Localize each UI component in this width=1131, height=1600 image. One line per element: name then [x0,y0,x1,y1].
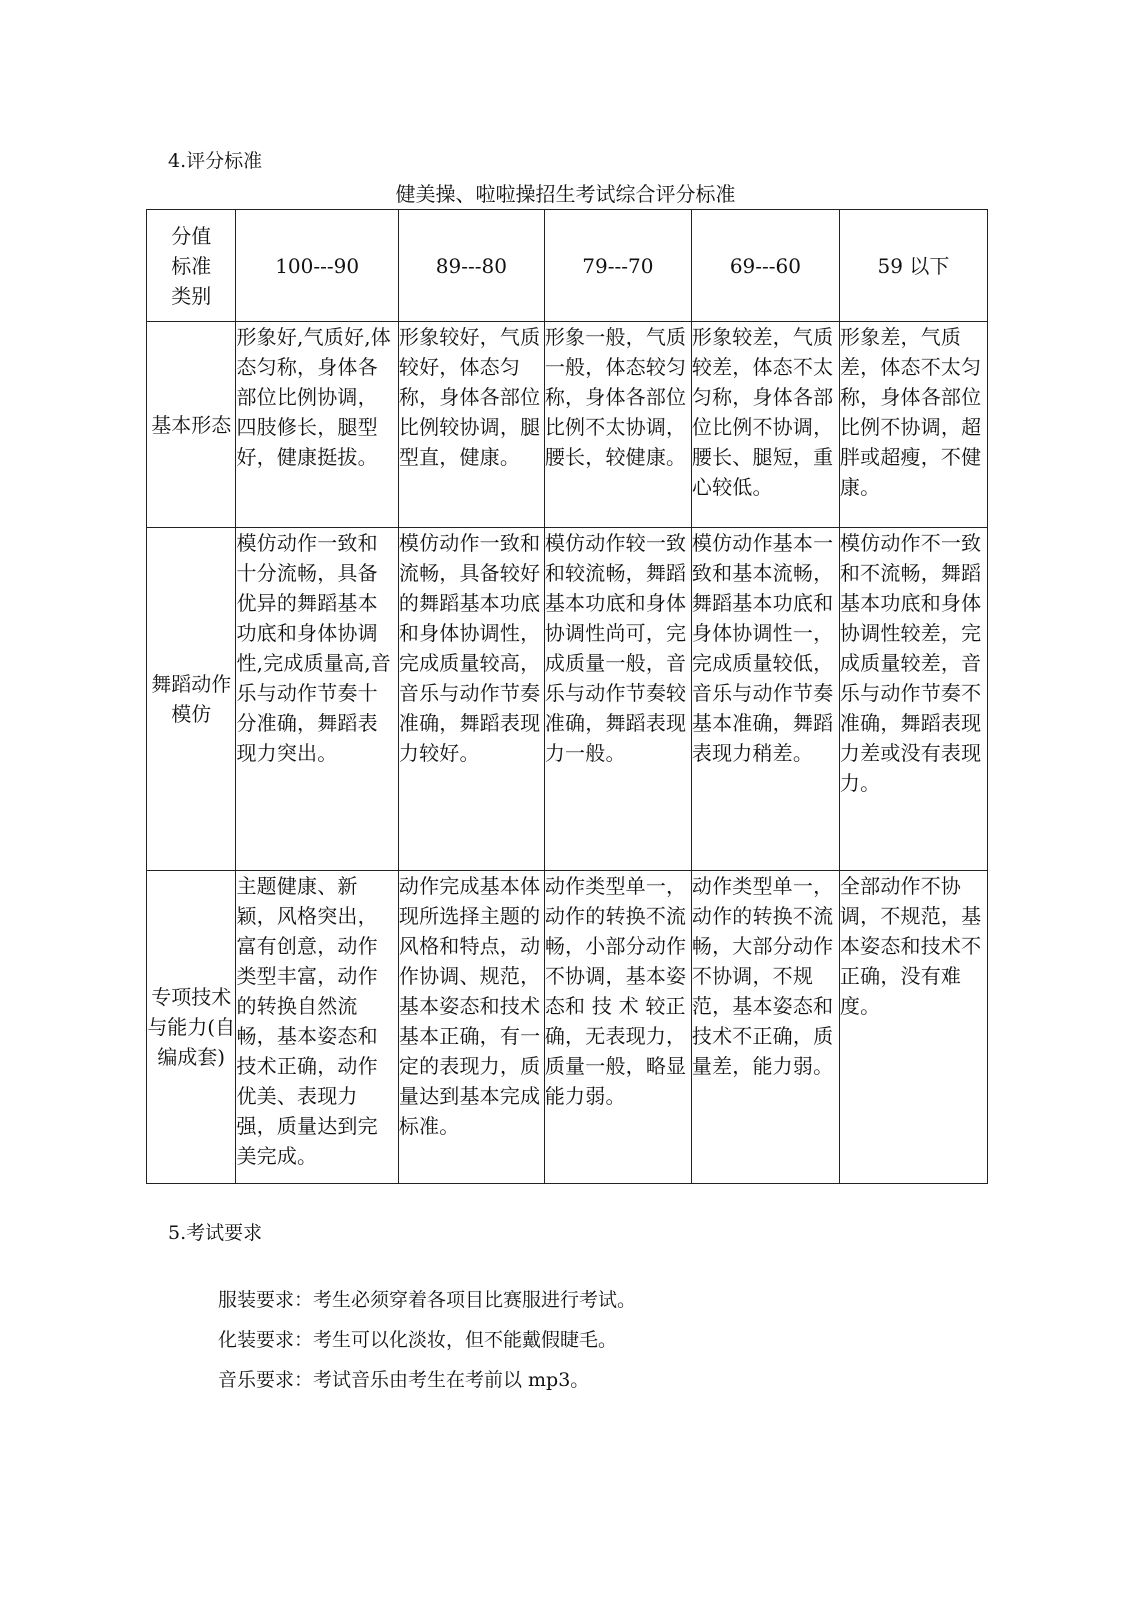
criteria-cell: 形象差，气质差，体态不太匀称，身体各部位比例不协调，超胖或超瘦，不健康。 [839,322,987,528]
table-row-dance-imitation [147,528,988,871]
table-header-row [147,210,988,322]
corner-label-standard: 标准 [171,253,212,278]
section-heading-scoring-standard: 4.评分标准 [168,150,263,172]
table-row-basic-form [147,322,988,528]
table-caption: 健美操、啦啦操招生考试综合评分标准 [395,182,736,206]
table-row-special-technique [147,871,988,1184]
criteria-cell: 模仿动作一致和十分流畅，具备优异的舞蹈基本功底和身体协调性,完成质量高,音乐与动作节奏十分准确，舞蹈表现力突出。 [236,528,398,871]
criteria-cell: 全部动作不协调，不规范，基本姿态和技术不正确，没有难度。 [839,871,987,1184]
category-cell: 基本形态 [147,322,236,528]
requirement-music: 音乐要求：考试音乐由考生在考前以 mp3。 [218,1369,590,1391]
corner-label-category: 类别 [171,283,212,308]
score-range-header: 59 以下 [839,210,987,322]
criteria-cell: 模仿动作一致和流畅，具备较好的舞蹈基本功底和身体协调性，完成质量较高，音乐与动作节奏准确，舞蹈表现力较好。 [398,528,544,871]
criteria-cell: 动作类型单一，动作的转换不流畅，大部分动作不协调，不规范，基本姿态和技术不正确，质量差，能力弱。 [691,871,839,1184]
criteria-cell: 模仿动作基本一致和基本流畅，舞蹈基本功底和身体协调性一，完成质量较低，音乐与动作节奏基本准确，舞蹈表现力稍差。 [691,528,839,871]
corner-header-cell [147,210,236,322]
criteria-cell: 模仿动作不一致和不流畅，舞蹈基本功底和身体协调性较差，完成质量较差，音乐与动作节奏不准确，舞蹈表现力差或没有表现力。 [839,528,987,871]
section-heading-exam-requirements: 5.考试要求 [168,1222,263,1244]
requirement-costume: 服装要求：考生必须穿着各项目比赛服进行考试。 [218,1289,637,1311]
score-range-header: 79---70 [544,210,691,322]
category-cell: 舞蹈动作模仿 [147,528,236,871]
category-cell: 专项技术与能力(自编成套) [147,871,236,1184]
criteria-cell: 形象较差，气质较差，体态不太匀称，身体各部位比例不协调，腰长、腿短，重心较低。 [691,322,839,528]
criteria-cell: 形象一般，气质一般，体态较匀称，身体各部位比例不太协调，腰长，较健康。 [544,322,691,528]
criteria-cell: 模仿动作较一致和较流畅，舞蹈基本功底和身体协调性尚可，完成质量一般，音乐与动作节奏较准确，舞蹈表现力一般。 [544,528,691,871]
scoring-table [146,209,988,1184]
score-range-header: 89---80 [398,210,544,322]
score-range-header: 69---60 [691,210,839,322]
criteria-cell: 动作类型单一，动作的转换不流畅，小部分动作不协调，基本姿态和 技 术 较正确，无表现力，质量一般，略显能力弱。 [544,871,691,1184]
score-range-header: 100---90 [236,210,398,322]
criteria-cell: 形象较好，气质较好，体态匀称，身体各部位比例较协调，腿型直，健康。 [398,322,544,528]
corner-label-score: 分值 [171,223,212,248]
criteria-cell: 形象好,气质好,体态匀称，身体各 部位比例协调，四肢修长，腿型好，健康挺拔。 [236,322,398,528]
criteria-cell: 主题健康、新颖，风格突出，富有创意，动作类型丰富，动作的转换自然流畅，基本姿态和技术正确，动作优美、表现力强，质量达到完美完成。 [236,871,398,1184]
requirement-makeup: 化装要求：考生可以化淡妆，但不能戴假睫毛。 [218,1329,618,1351]
criteria-cell: 动作完成基本体现所选择主题的风格和特点，动作协调、规范，基本姿态和技术基本正确，有一定的表现力，质量达到基本完成标准。 [398,871,544,1184]
